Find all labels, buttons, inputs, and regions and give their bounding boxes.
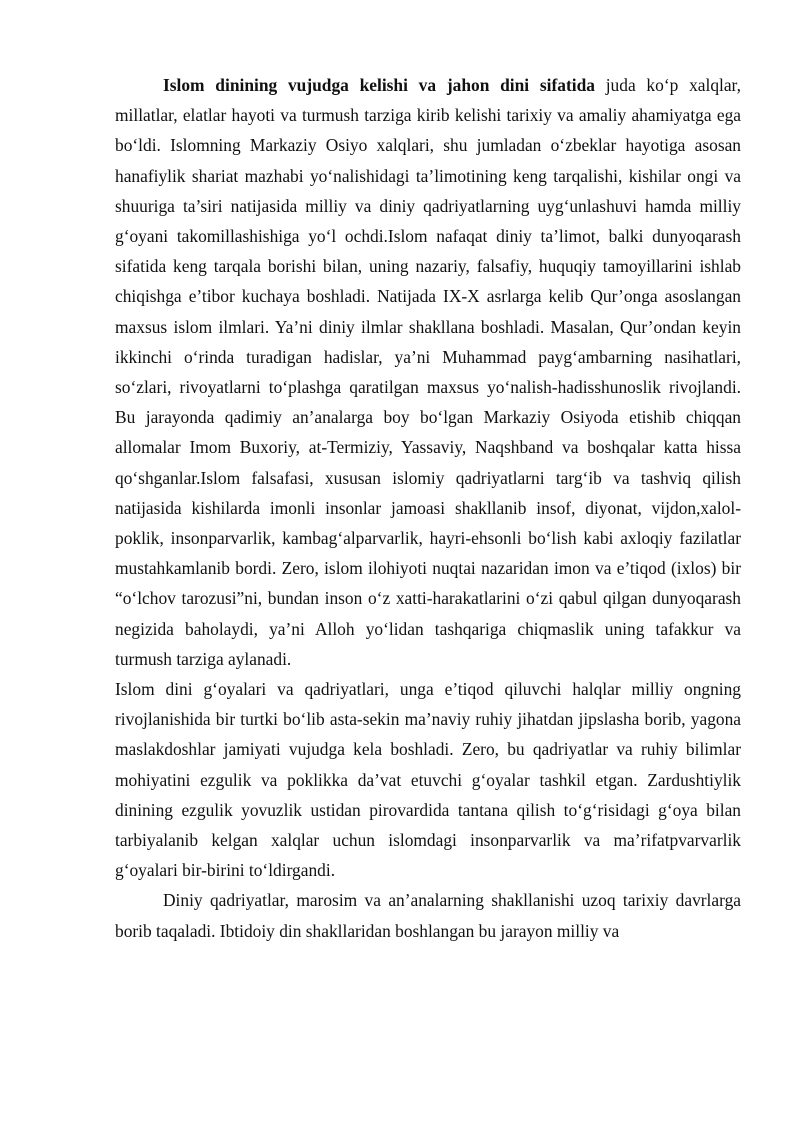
paragraph-3: Diniy qadriyatlar, marosim va an’analarning shakllanishi uzoq tarixiy davrlarga borib taqaladi. Ibtidoiy din shakllaridan boshlangan bu jarayon milliy va bbox=[115, 890, 741, 941]
paragraph-2: Islom dini g‘oyalari va qadriyatlari, unga e’tiqod qiluvchi halqlar milliy ongning rivojlanishida bir turtki bo‘lib asta-sekin ma’naviy ruhiy jihatdan jipslasha borib, yagona maslakdoshlar jamiyati vujudga kela boshladi. Zero, bu qadriyatlar va ruhiy bilimlar mohiyatini ezgulik va poklikka da’vat etuvchi g‘oyalar tashkil etgan. Zardushtiylik dinining ezgulik yovuzlik ustidan pirovardida tantana qilish to‘g‘risidagi g‘oya bilan tarbiyalanib kelgan xalqlar uchun islomdagi insonparvarlik va ma’rifatpvarvarlik g‘oyalari bir-birini to‘ldirgandi. bbox=[115, 679, 741, 881]
paragraph-1-text: juda ko‘p xalqlar, millatlar, elatlar hayoti va turmush tarziga kirib kelishi tarixiy va amaliy ahamiyatga ega bo‘ldi. Islomning Markaziy Osiyo xalqlari, shu jumladan o‘zbeklar hayotiga asosan hanafiylik shariat mazhabi yo‘nalishidagi ta’limotining keng tarqalishi, kishilar ongi va shuuriga ta’siri natijasida milliy va diniy qadriyatlarning uyg‘unlashuvi hamda milliy g‘oyani takomillashishiga yo‘l ochdi.Islom nafaqat diniy ta’limot, balki dunyoqarash sifatida keng tarqala borishi bilan, uning nazariy, falsafiy, huquqiy tamoyillarini ishlab chiqishga e’tibor kuchaya boshladi. Natijada IX-X asrlarga kelib Qur’onga asoslangan maxsus islom ilmlari. Ya’ni diniy ilmlar shakllana boshladi. Masalan, Qur’ondan keyin ikkinchi o‘rinda turadigan hadislar, ya’ni Muhammad payg‘ambarning nasihatlari, so‘zlari, rivoyatlarni to‘plashga qaratilgan maxsus yo‘nalish-hadisshunoslik rivojlandi. Bu jarayonda qadimiy an’analarga boy bo‘lgan Markaziy Osiyoda etishib chiqqan allomalar Imom Buxoriy, at-Termiziy, Yassaviy, Naqshband va boshqalar katta hissa qo‘shganlar.Islom falsafasi, xususan islomiy qadriyatlarni targ‘ib va tashviq qilish natijasida kishilarda imonli insonlar jamoasi shakllanib insof, diyonat, vijdon,xalol-poklik, insonparvarlik, kambag‘alparvarlik, hayri-ehsonli bo‘lish kabi axloqiy fazilatlar mustahkamlanib bordi. Zero, islom ilohiyoti nuqtai nazaridan imon va e’tiqod (ixlos) bir “o‘lchov tarozusi”ni, bundan inson o‘z xatti-harakatlarini o‘zi qabul qilgan dunyoqarash negizida baholaydi, ya’ni Alloh yo‘lidan tashqariga chiqmaslik uning tafakkur va turmush tarziga aylanadi. bbox=[115, 75, 742, 669]
document-body bbox=[115, 70, 741, 946]
paragraph-1 bbox=[115, 70, 741, 674]
paragraph-1-bold-lead: Islom dinining vujudga kelishi va jahon dini sifatida bbox=[163, 75, 595, 95]
